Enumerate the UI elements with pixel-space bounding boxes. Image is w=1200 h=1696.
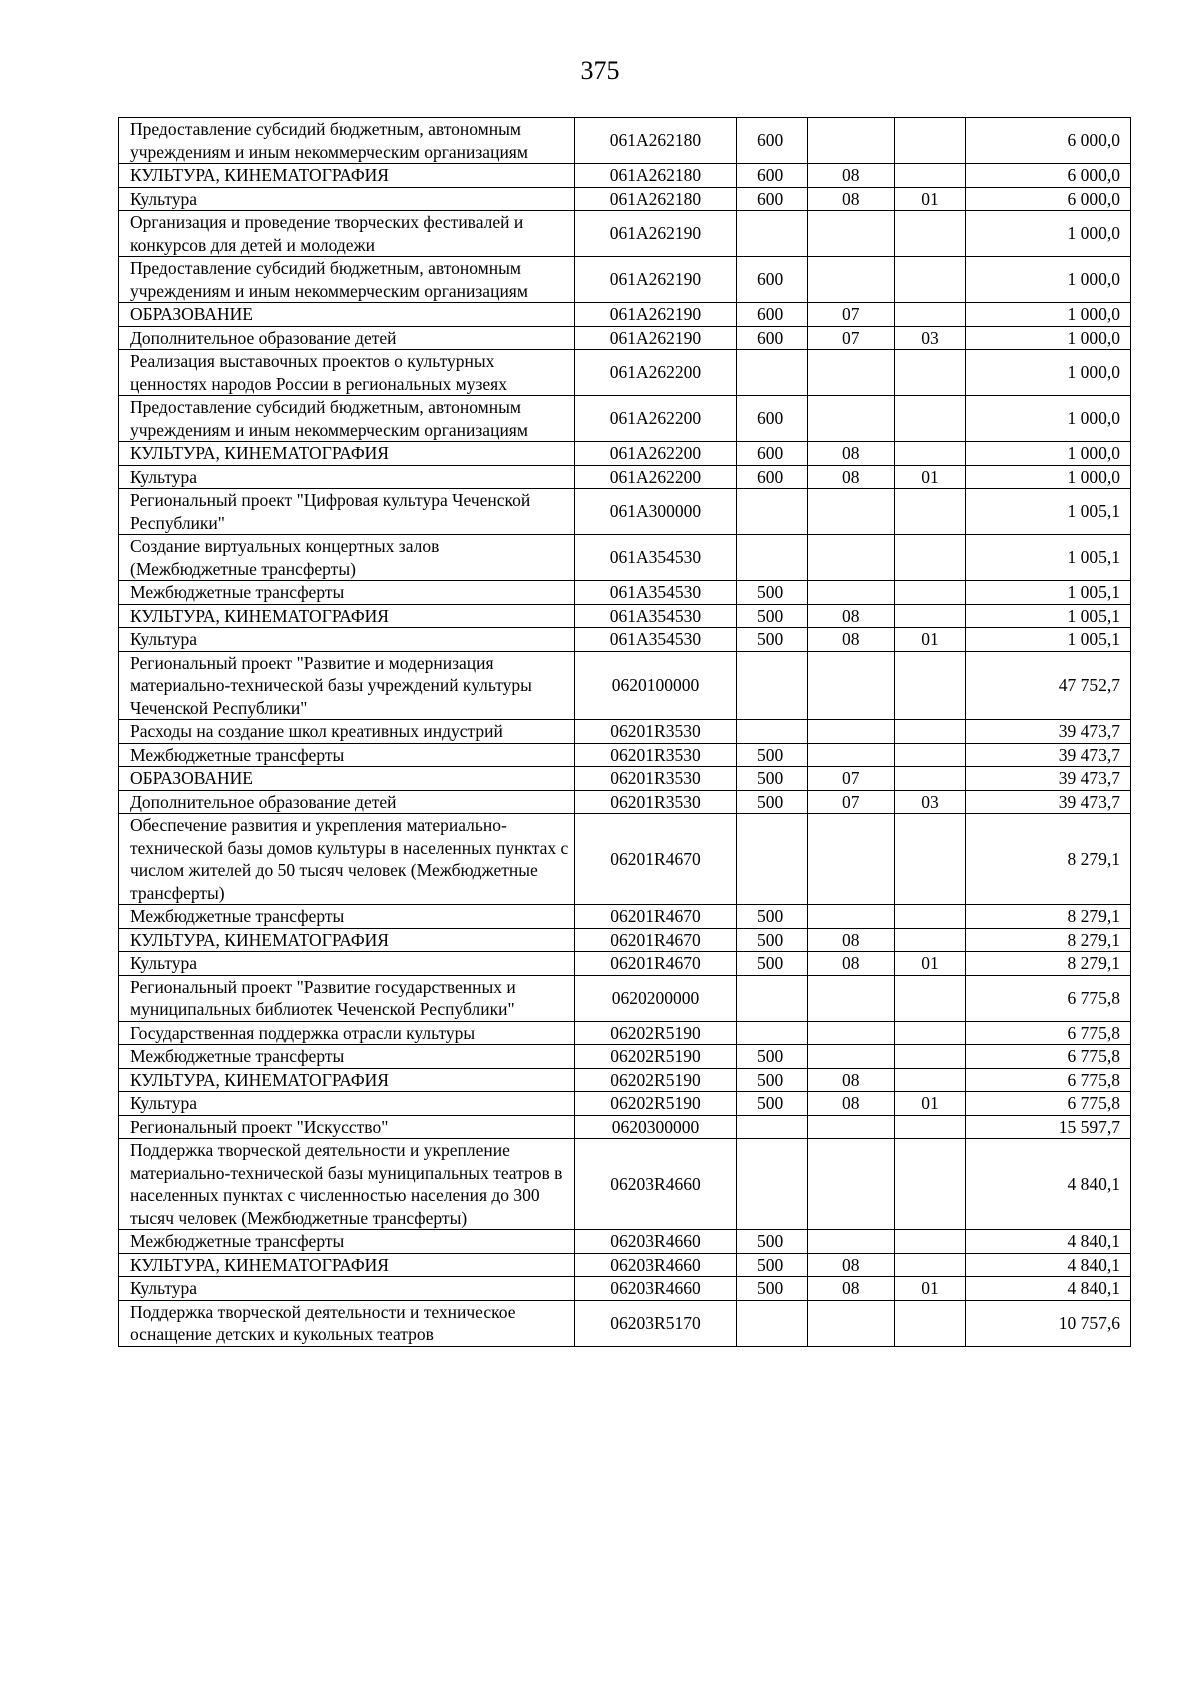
row-name-cell: КУЛЬТУРА, КИНЕМАТОГРАФИЯ (119, 1068, 575, 1092)
table-row (119, 257, 1131, 303)
row-name-cell: Региональный проект "Развитие государственных и муниципальных библиотек Чеченской Республики" (119, 975, 575, 1021)
row-name-cell: Предоставление субсидий бюджетным, автономным учреждениям и иным некоммерческим организациям (119, 257, 575, 303)
target-article-cell: 061А262190 (575, 303, 737, 327)
subsection-cell (895, 720, 966, 744)
table-row (119, 581, 1131, 605)
expense-type-cell: 500 (737, 790, 808, 814)
table-row (119, 975, 1131, 1021)
target-article-cell: 0620300000 (575, 1115, 737, 1139)
expense-type-cell: 500 (737, 905, 808, 929)
amount-cell: 6 000,0 (966, 164, 1131, 188)
subsection-cell (895, 1230, 966, 1254)
section-cell: 08 (808, 1277, 895, 1301)
amount-cell: 6 775,8 (966, 1045, 1131, 1069)
target-article-cell: 061А300000 (575, 489, 737, 535)
table-row (119, 350, 1131, 396)
target-article-cell: 061А262190 (575, 326, 737, 350)
subsection-cell (895, 396, 966, 442)
section-cell: 07 (808, 767, 895, 791)
row-name-cell: КУЛЬТУРА, КИНЕМАТОГРАФИЯ (119, 604, 575, 628)
table-row (119, 604, 1131, 628)
table-row (119, 1115, 1131, 1139)
expense-type-cell: 600 (737, 164, 808, 188)
row-name-cell: Создание виртуальных концертных залов (Межбюджетные трансферты) (119, 535, 575, 581)
expense-type-cell (737, 350, 808, 396)
target-article-cell: 061А262190 (575, 211, 737, 257)
section-cell: 07 (808, 790, 895, 814)
amount-cell: 6 775,8 (966, 1092, 1131, 1116)
section-cell (808, 905, 895, 929)
section-cell (808, 1115, 895, 1139)
table-row (119, 790, 1131, 814)
table-row (119, 164, 1131, 188)
subsection-cell (895, 975, 966, 1021)
subsection-cell: 01 (895, 187, 966, 211)
subsection-cell: 01 (895, 1092, 966, 1116)
amount-cell: 8 279,1 (966, 905, 1131, 929)
section-cell (808, 1045, 895, 1069)
subsection-cell (895, 905, 966, 929)
section-cell: 07 (808, 303, 895, 327)
subsection-cell: 03 (895, 790, 966, 814)
row-name-cell: Культура (119, 187, 575, 211)
row-name-cell: КУЛЬТУРА, КИНЕМАТОГРАФИЯ (119, 164, 575, 188)
subsection-cell (895, 118, 966, 164)
subsection-cell (895, 1045, 966, 1069)
expense-type-cell: 500 (737, 628, 808, 652)
amount-cell: 1 005,1 (966, 628, 1131, 652)
amount-cell: 1 000,0 (966, 350, 1131, 396)
amount-cell: 10 757,6 (966, 1300, 1131, 1346)
section-cell (808, 720, 895, 744)
amount-cell: 39 473,7 (966, 767, 1131, 791)
target-article-cell: 061А354530 (575, 628, 737, 652)
target-article-cell: 06201R4670 (575, 928, 737, 952)
section-cell: 08 (808, 1253, 895, 1277)
subsection-cell (895, 928, 966, 952)
table-row (119, 1253, 1131, 1277)
expense-type-cell (737, 1300, 808, 1346)
amount-cell: 6 000,0 (966, 187, 1131, 211)
subsection-cell (895, 814, 966, 905)
table-row (119, 1277, 1131, 1301)
target-article-cell: 06203R4660 (575, 1253, 737, 1277)
subsection-cell (895, 1021, 966, 1045)
expense-type-cell: 500 (737, 928, 808, 952)
amount-cell: 1 000,0 (966, 465, 1131, 489)
table-row (119, 1230, 1131, 1254)
row-name-cell: Поддержка творческой деятельности и укрепление материально-технической базы муниципальных театров в населенных пунктах с численностью населения до 300 тысяч человек (Межбюджетные трансферты) (119, 1139, 575, 1230)
row-name-cell: Региональный проект "Развитие и модернизация материально-технической базы учреждений культуры Чеченской Республики" (119, 651, 575, 720)
expense-type-cell: 500 (737, 1277, 808, 1301)
amount-cell: 1 005,1 (966, 489, 1131, 535)
subsection-cell: 01 (895, 952, 966, 976)
table-row (119, 303, 1131, 327)
target-article-cell: 06203R4660 (575, 1139, 737, 1230)
section-cell (808, 1300, 895, 1346)
section-cell: 08 (808, 1068, 895, 1092)
amount-cell: 1 005,1 (966, 535, 1131, 581)
subsection-cell (895, 604, 966, 628)
row-name-cell: ОБРАЗОВАНИЕ (119, 767, 575, 791)
target-article-cell: 0620100000 (575, 651, 737, 720)
subsection-cell (895, 1253, 966, 1277)
expense-type-cell: 600 (737, 187, 808, 211)
expense-type-cell: 600 (737, 303, 808, 327)
row-name-cell: Культура (119, 1277, 575, 1301)
section-cell: 08 (808, 1092, 895, 1116)
amount-cell: 4 840,1 (966, 1230, 1131, 1254)
expense-type-cell (737, 535, 808, 581)
row-name-cell: ОБРАЗОВАНИЕ (119, 303, 575, 327)
table-row (119, 767, 1131, 791)
table-row (119, 118, 1131, 164)
amount-cell: 6 000,0 (966, 118, 1131, 164)
row-name-cell: Организация и проведение творческих фестивалей и конкурсов для детей и молодежи (119, 211, 575, 257)
row-name-cell: Региональный проект "Искусство" (119, 1115, 575, 1139)
section-cell: 08 (808, 628, 895, 652)
amount-cell: 8 279,1 (966, 952, 1131, 976)
subsection-cell (895, 743, 966, 767)
row-name-cell: Культура (119, 952, 575, 976)
table-row (119, 628, 1131, 652)
section-cell (808, 975, 895, 1021)
section-cell (808, 118, 895, 164)
target-article-cell: 0620200000 (575, 975, 737, 1021)
target-article-cell: 06201R4670 (575, 952, 737, 976)
subsection-cell (895, 303, 966, 327)
table-row (119, 928, 1131, 952)
amount-cell: 1 000,0 (966, 396, 1131, 442)
expense-type-cell: 500 (737, 1092, 808, 1116)
row-name-cell: Межбюджетные трансферты (119, 905, 575, 929)
table-row (119, 1139, 1131, 1230)
expense-type-cell (737, 975, 808, 1021)
target-article-cell: 06202R5190 (575, 1021, 737, 1045)
expense-type-cell (737, 211, 808, 257)
table-row (119, 905, 1131, 929)
table-row (119, 814, 1131, 905)
expense-type-cell: 500 (737, 743, 808, 767)
amount-cell: 4 840,1 (966, 1277, 1131, 1301)
section-cell (808, 814, 895, 905)
row-name-cell: Межбюджетные трансферты (119, 1230, 575, 1254)
row-name-cell: Расходы на создание школ креативных индустрий (119, 720, 575, 744)
expense-type-cell (737, 1021, 808, 1045)
section-cell (808, 1230, 895, 1254)
target-article-cell: 06202R5190 (575, 1045, 737, 1069)
subsection-cell: 03 (895, 326, 966, 350)
expense-type-cell: 500 (737, 604, 808, 628)
table-row (119, 465, 1131, 489)
expense-type-cell: 500 (737, 1230, 808, 1254)
section-cell (808, 1139, 895, 1230)
row-name-cell: Культура (119, 1092, 575, 1116)
row-name-cell: Обеспечение развития и укрепления материально-технической базы домов культуры в населенных пунктах с числом жителей до 50 тысяч человек (Межбюджетные трансферты) (119, 814, 575, 905)
table-row (119, 1021, 1131, 1045)
target-article-cell: 06202R5190 (575, 1068, 737, 1092)
section-cell: 07 (808, 326, 895, 350)
subsection-cell: 01 (895, 465, 966, 489)
section-cell (808, 743, 895, 767)
subsection-cell (895, 1068, 966, 1092)
amount-cell: 6 775,8 (966, 1068, 1131, 1092)
target-article-cell: 06203R5170 (575, 1300, 737, 1346)
amount-cell: 6 775,8 (966, 1021, 1131, 1045)
expense-type-cell: 500 (737, 581, 808, 605)
row-name-cell: Реализация выставочных проектов о культурных ценностях народов России в региональных музеях (119, 350, 575, 396)
target-article-cell: 061А262200 (575, 396, 737, 442)
amount-cell: 4 840,1 (966, 1253, 1131, 1277)
budget-table (118, 117, 1131, 1347)
section-cell: 08 (808, 604, 895, 628)
row-name-cell: Поддержка творческой деятельности и техническое оснащение детских и кукольных театров (119, 1300, 575, 1346)
target-article-cell: 06201R4670 (575, 905, 737, 929)
expense-type-cell: 600 (737, 396, 808, 442)
expense-type-cell: 500 (737, 1068, 808, 1092)
expense-type-cell (737, 1115, 808, 1139)
table-row (119, 1068, 1131, 1092)
subsection-cell (895, 581, 966, 605)
target-article-cell: 06201R3530 (575, 790, 737, 814)
expense-type-cell (737, 489, 808, 535)
row-name-cell: Дополнительное образование детей (119, 326, 575, 350)
section-cell (808, 396, 895, 442)
table-row (119, 326, 1131, 350)
row-name-cell: Межбюджетные трансферты (119, 581, 575, 605)
table-row (119, 442, 1131, 466)
table-row (119, 535, 1131, 581)
row-name-cell: Межбюджетные трансферты (119, 743, 575, 767)
subsection-cell (895, 1139, 966, 1230)
section-cell (808, 535, 895, 581)
expense-type-cell: 600 (737, 326, 808, 350)
subsection-cell: 01 (895, 628, 966, 652)
amount-cell: 39 473,7 (966, 743, 1131, 767)
row-name-cell: Государственная поддержка отрасли культуры (119, 1021, 575, 1045)
target-article-cell: 061А262180 (575, 164, 737, 188)
section-cell: 08 (808, 442, 895, 466)
row-name-cell: Межбюджетные трансферты (119, 1045, 575, 1069)
table-row (119, 651, 1131, 720)
table-row (119, 1300, 1131, 1346)
subsection-cell (895, 767, 966, 791)
expense-type-cell: 500 (737, 1253, 808, 1277)
subsection-cell (895, 257, 966, 303)
target-article-cell: 06201R3530 (575, 767, 737, 791)
amount-cell: 1 005,1 (966, 581, 1131, 605)
subsection-cell (895, 164, 966, 188)
target-article-cell: 06203R4660 (575, 1277, 737, 1301)
target-article-cell: 061А354530 (575, 604, 737, 628)
amount-cell: 1 000,0 (966, 211, 1131, 257)
amount-cell: 39 473,7 (966, 720, 1131, 744)
expense-type-cell: 600 (737, 442, 808, 466)
target-article-cell: 061А354530 (575, 581, 737, 605)
section-cell: 08 (808, 164, 895, 188)
subsection-cell (895, 211, 966, 257)
amount-cell: 1 000,0 (966, 303, 1131, 327)
section-cell: 08 (808, 928, 895, 952)
table-row (119, 187, 1131, 211)
row-name-cell: Предоставление субсидий бюджетным, автономным учреждениям и иным некоммерческим организациям (119, 396, 575, 442)
expense-type-cell (737, 1139, 808, 1230)
target-article-cell: 061А262200 (575, 465, 737, 489)
row-name-cell: Дополнительное образование детей (119, 790, 575, 814)
section-cell (808, 581, 895, 605)
target-article-cell: 06201R3530 (575, 720, 737, 744)
amount-cell: 1 000,0 (966, 442, 1131, 466)
table-row (119, 489, 1131, 535)
subsection-cell (895, 651, 966, 720)
table-row (119, 396, 1131, 442)
target-article-cell: 061А354530 (575, 535, 737, 581)
target-article-cell: 06202R5190 (575, 1092, 737, 1116)
section-cell (808, 350, 895, 396)
subsection-cell (895, 442, 966, 466)
expense-type-cell (737, 720, 808, 744)
target-article-cell: 06203R4660 (575, 1230, 737, 1254)
table-row (119, 952, 1131, 976)
subsection-cell (895, 535, 966, 581)
row-name-cell: КУЛЬТУРА, КИНЕМАТОГРАФИЯ (119, 928, 575, 952)
target-article-cell: 061А262190 (575, 257, 737, 303)
table-row (119, 720, 1131, 744)
target-article-cell: 061А262180 (575, 118, 737, 164)
target-article-cell: 061А262200 (575, 442, 737, 466)
row-name-cell: КУЛЬТУРА, КИНЕМАТОГРАФИЯ (119, 1253, 575, 1277)
section-cell (808, 489, 895, 535)
amount-cell: 1 000,0 (966, 257, 1131, 303)
expense-type-cell: 500 (737, 1045, 808, 1069)
expense-type-cell (737, 814, 808, 905)
expense-type-cell: 500 (737, 952, 808, 976)
subsection-cell (895, 350, 966, 396)
row-name-cell: Предоставление субсидий бюджетным, автономным учреждениям и иным некоммерческим организациям (119, 118, 575, 164)
amount-cell: 39 473,7 (966, 790, 1131, 814)
expense-type-cell: 600 (737, 465, 808, 489)
target-article-cell: 061А262200 (575, 350, 737, 396)
amount-cell: 4 840,1 (966, 1139, 1131, 1230)
row-name-cell: КУЛЬТУРА, КИНЕМАТОГРАФИЯ (119, 442, 575, 466)
row-name-cell: Региональный проект "Цифровая культура Чеченской Республики" (119, 489, 575, 535)
amount-cell: 8 279,1 (966, 814, 1131, 905)
table-row (119, 1045, 1131, 1069)
row-name-cell: Культура (119, 628, 575, 652)
expense-type-cell: 600 (737, 257, 808, 303)
target-article-cell: 061А262180 (575, 187, 737, 211)
section-cell (808, 257, 895, 303)
section-cell: 08 (808, 465, 895, 489)
section-cell: 08 (808, 187, 895, 211)
page-number: 375 (580, 56, 620, 85)
subsection-cell (895, 1300, 966, 1346)
section-cell (808, 1021, 895, 1045)
amount-cell: 8 279,1 (966, 928, 1131, 952)
target-article-cell: 06201R4670 (575, 814, 737, 905)
amount-cell: 6 775,8 (966, 975, 1131, 1021)
expense-type-cell: 500 (737, 767, 808, 791)
table-row (119, 743, 1131, 767)
subsection-cell (895, 1115, 966, 1139)
row-name-cell: Культура (119, 465, 575, 489)
budget-table-body (119, 118, 1131, 1347)
subsection-cell (895, 489, 966, 535)
section-cell (808, 211, 895, 257)
target-article-cell: 06201R3530 (575, 743, 737, 767)
subsection-cell: 01 (895, 1277, 966, 1301)
expense-type-cell (737, 651, 808, 720)
expense-type-cell: 600 (737, 118, 808, 164)
table-row (119, 1092, 1131, 1116)
amount-cell: 1 000,0 (966, 326, 1131, 350)
section-cell: 08 (808, 952, 895, 976)
section-cell (808, 651, 895, 720)
amount-cell: 15 597,7 (966, 1115, 1131, 1139)
amount-cell: 47 752,7 (966, 651, 1131, 720)
amount-cell: 1 005,1 (966, 604, 1131, 628)
table-row (119, 211, 1131, 257)
